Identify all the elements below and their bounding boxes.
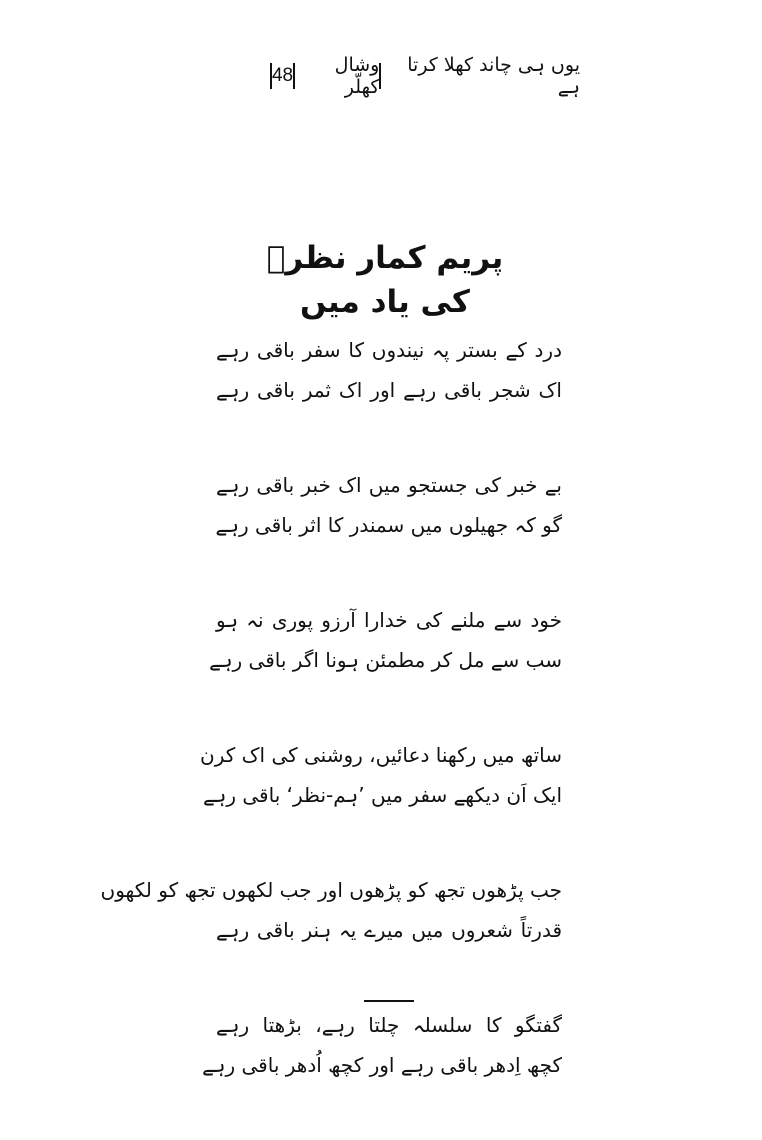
stanza xyxy=(202,1005,562,1085)
poem-title: پریم کمار نظرؔ کی یاد میں xyxy=(266,240,504,320)
verse-line: گفتگو کا سلسلہ چلتا رہے، بڑھتا رہے xyxy=(216,1013,562,1037)
stanza xyxy=(216,465,562,545)
verse-line: بے خبر کی جستجو میں اک خبر باقی رہے xyxy=(216,473,562,497)
stanza xyxy=(216,330,562,410)
stanza xyxy=(209,600,562,680)
book-title: یوں ہی چاند کھلا کرتا ہے xyxy=(407,54,580,98)
page-number: 48 xyxy=(271,65,294,86)
stanza xyxy=(100,870,562,950)
verse-line: درد کے بستر پہ نیندوں کا سفر باقی رہے xyxy=(216,338,562,362)
verse-line: ساتھ میں رکھنا دعائیں، روشنی کی اک کرن xyxy=(200,743,562,767)
author-name: وشال کھلّر xyxy=(334,54,380,98)
running-header xyxy=(270,54,580,98)
verse-line: سب سے مل کر مطمئن ہونا اگر باقی رہے xyxy=(209,648,562,672)
verse-line: ایک اَن دیکھے سفر میں ’ہم-نظر‘ باقی رہے xyxy=(202,783,562,807)
verse-line: خود سے ملنے کی خدارا آرزو پوری نہ ہو xyxy=(216,608,562,632)
end-rule xyxy=(364,1000,414,1002)
poem-body xyxy=(100,330,562,1140)
stanza xyxy=(200,735,562,815)
verse-line: قدرتاً شعروں میں میرے یہ ہنر باقی رہے xyxy=(216,918,562,942)
verse-line: جب پڑھوں تجھ کو پڑھوں اور جب لکھوں تجھ کو لکھوں xyxy=(100,878,562,902)
verse-line: اک شجر باقی رہے اور اک ثمر باقی رہے xyxy=(216,378,562,402)
verse-line: کچھ اِدھر باقی رہے اور کچھ اُدھر باقی رہے xyxy=(202,1053,562,1077)
verse-line: گو کہ جھیلوں میں سمندر کا اثر باقی رہے xyxy=(215,513,562,537)
